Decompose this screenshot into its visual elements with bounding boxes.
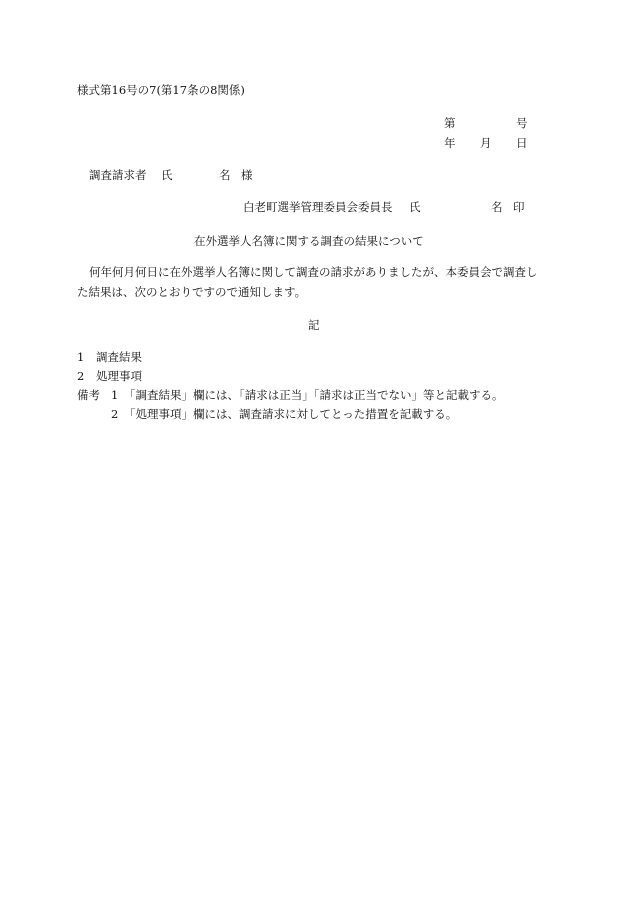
form-number: 様式第16号の7(第17条の8関係) — [77, 83, 245, 97]
list-item-text: 調査結果 — [96, 350, 142, 364]
list-item-number: 2 — [77, 369, 85, 383]
addressee-given-name-label: 名 — [219, 168, 231, 182]
date-day: 日 — [516, 136, 528, 150]
note-text: 「調査結果」欄には、「請求は正当」「請求は正当でない」等と記載する。 — [124, 388, 504, 402]
document-number-label: 第 — [444, 116, 456, 130]
record-heading: 記 — [308, 318, 320, 332]
list-item-text: 処理事項 — [96, 369, 142, 383]
addressee-label: 調査請求者 — [89, 168, 147, 182]
addressee-honorific: 様 — [241, 168, 253, 182]
sender-surname-label: 氏 — [409, 200, 421, 214]
date-month: 月 — [480, 136, 492, 150]
date-year: 年 — [444, 136, 456, 150]
note-number: 1 — [111, 388, 119, 402]
sender-organization: 白老町選挙管理委員会委員長 — [243, 200, 393, 214]
document-title: 在外選挙人名簿に関する調査の結果について — [194, 234, 424, 248]
notes-label: 備考 — [77, 388, 100, 402]
note-number: 2 — [111, 407, 119, 421]
document-number-suffix: 号 — [516, 116, 528, 130]
body-text-line-2: た結果は、次のとおりですので通知します。 — [77, 285, 307, 299]
addressee-surname-label: 氏 — [161, 168, 173, 182]
list-item-number: 1 — [77, 350, 85, 364]
note-text: 「処理事項」欄には、調査請求に対してとった措置を記載する。 — [124, 407, 458, 421]
body-text-line-1: 何年何月何日に在外選挙人名簿に関して調査の請求がありましたが、本委員会で調査し — [89, 265, 538, 279]
sender-seal-mark: 印 — [513, 200, 525, 214]
sender-given-name-label: 名 — [491, 200, 503, 214]
